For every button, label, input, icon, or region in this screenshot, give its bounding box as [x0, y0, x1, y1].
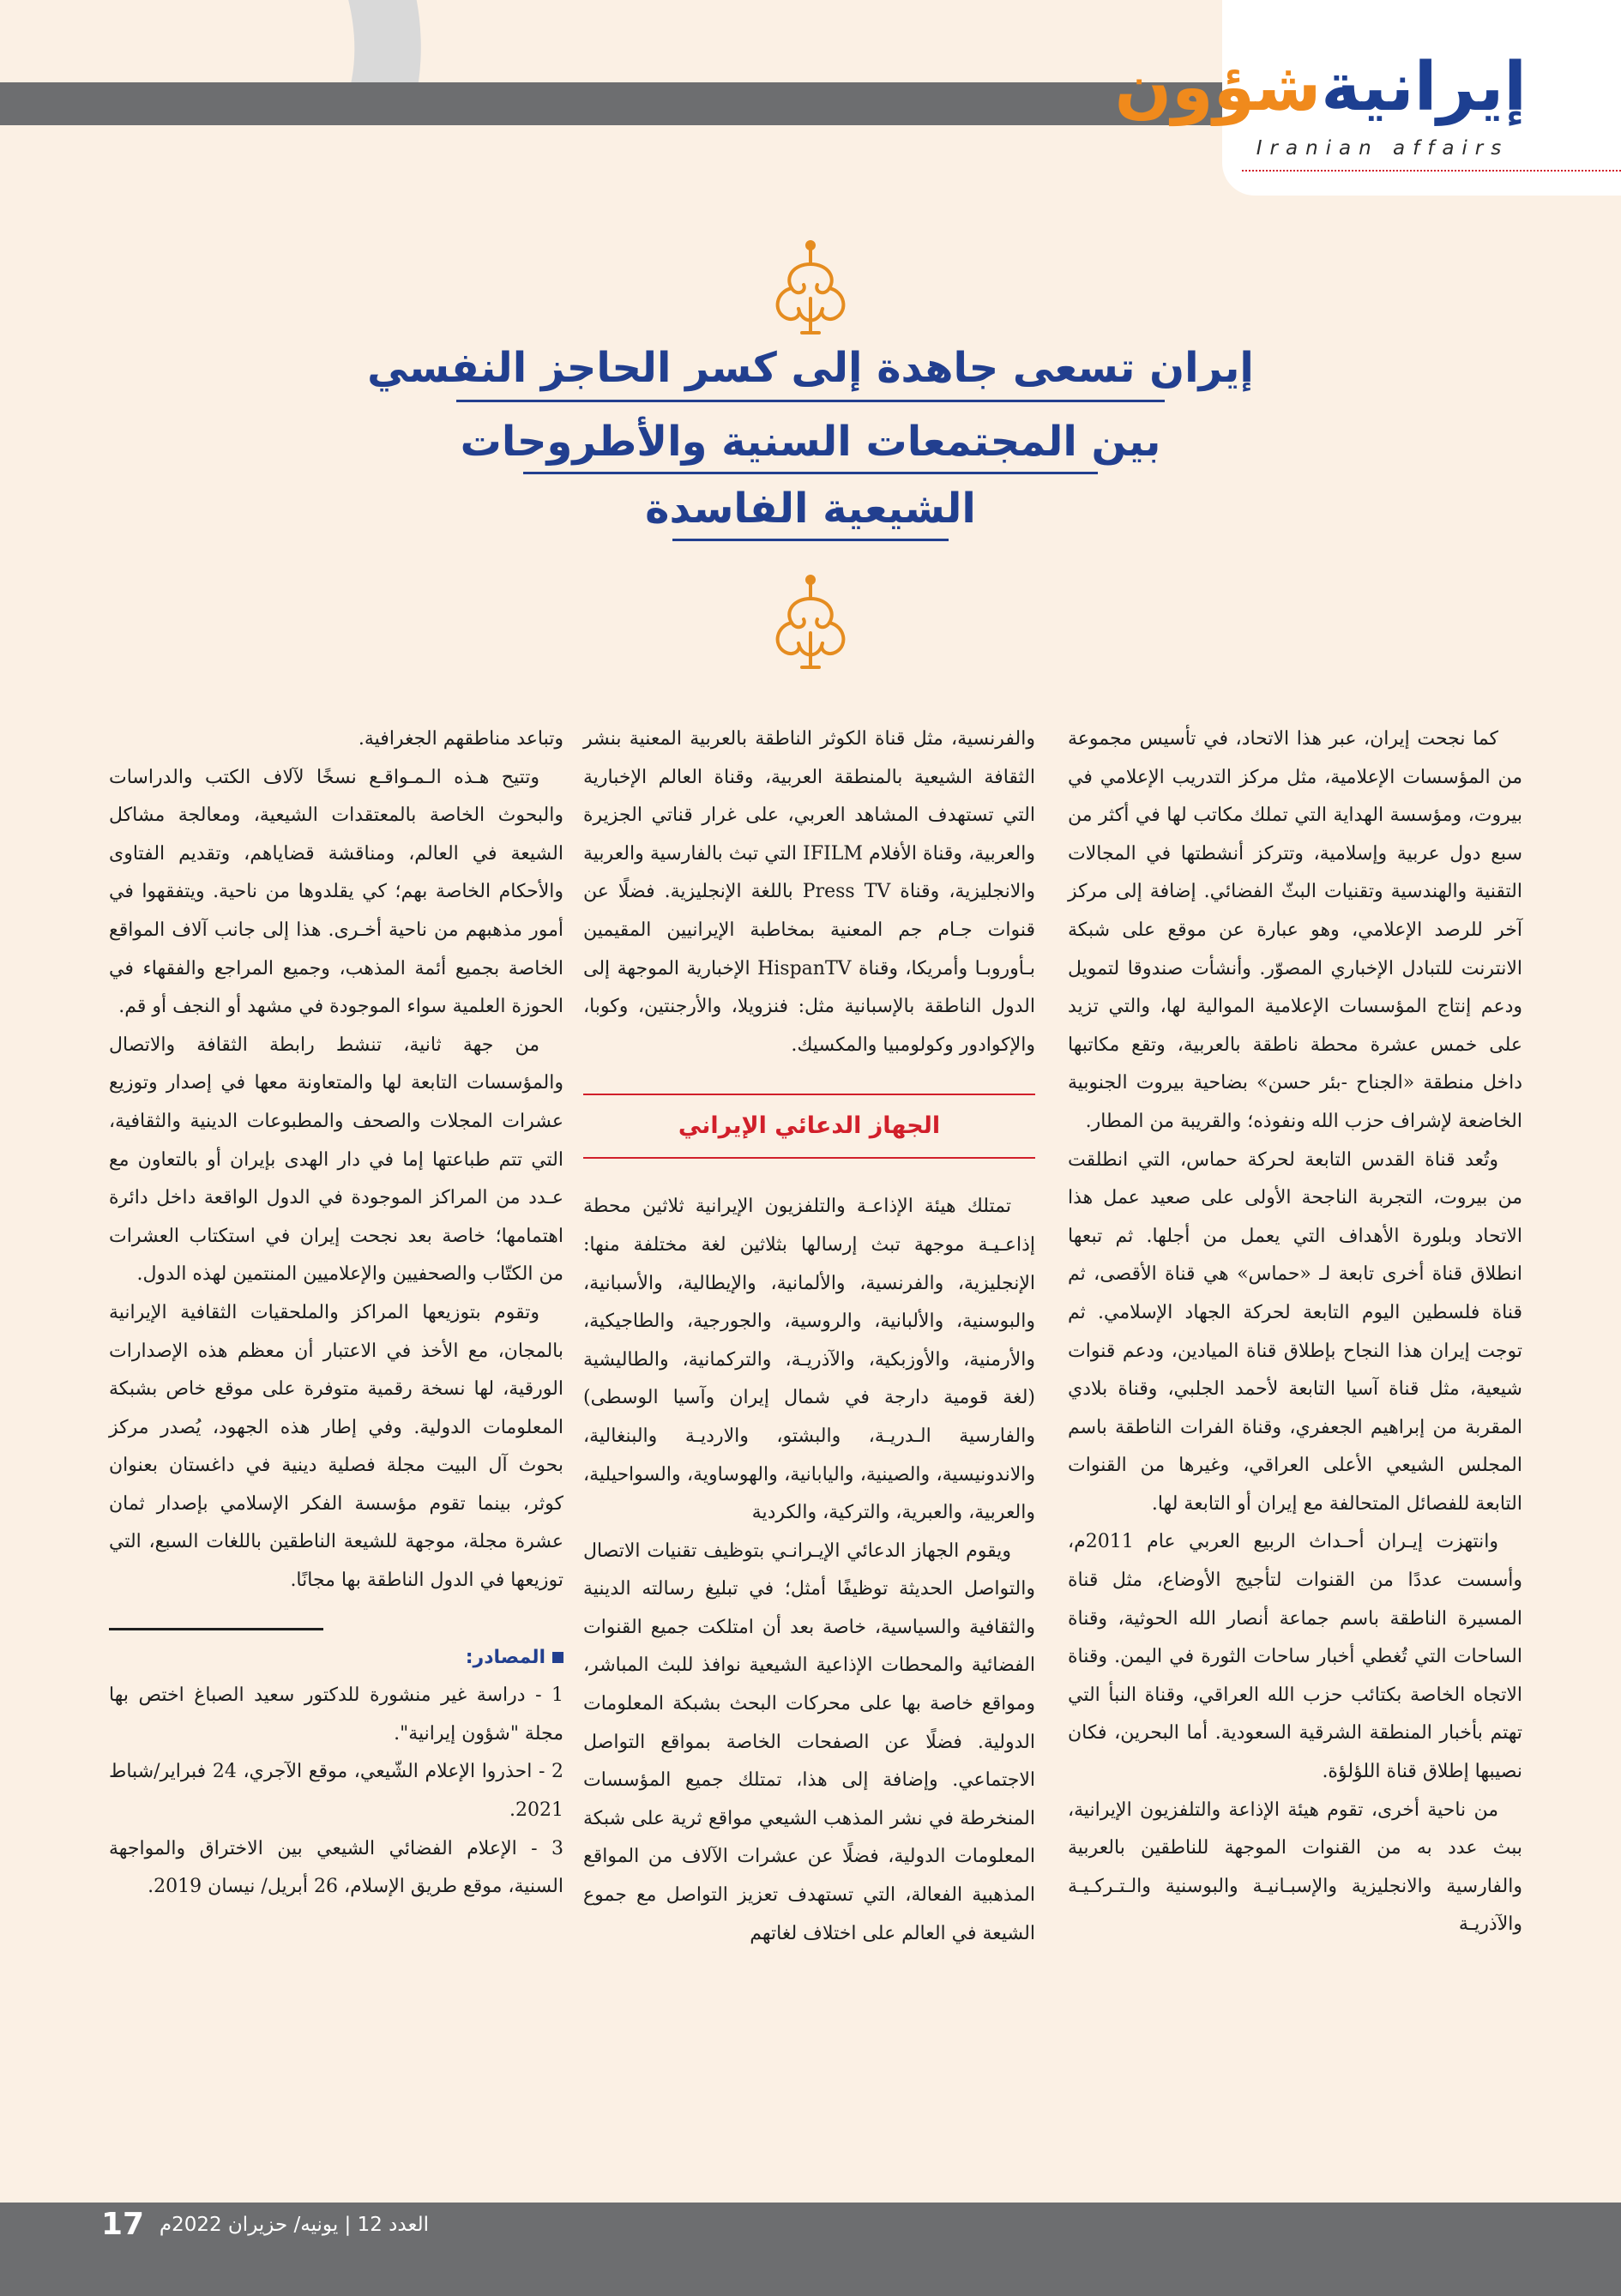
paragraph: وانتهزت إيـران أحـداث الربيع العربي عام 2011م، وأسست عددًا من القنوات لتأجيج الأوضاع، مثل قناة المسيرة الناطقة باسم جماعة أنصار الله الحوثية، وقناة الساحات التي تُغطي أخبار ساحات الثورة في اليمن. وقناة الاتجاه الخاصة بكتائب حزب الله العراقي، وقناة النبأ التي تهتم بأخبار المنطقة الشرقية السعودية. أما البحرين، فكان نصيبها إطلاق قناة اللؤلؤة.: [1068, 1531, 1522, 1783]
paragraph: والفرنسية، مثل قناة الكوثر الناطقة بالعربية المعنية بنشر الثقافة الشيعية بالمنطقة العربية، وقناة العالم الإخبارية التي تستهدف المشاهد العربي، على غرار قناتي الجزيرة والعربية، وقناة الأفلام IFILM التي تبث بالفارسية والعربية والانجليزية، وقناة Press TV باللغة الإنجليزية. فضلًا عن قنوات جـام جم المعنية بمخاطبة الإيرانيين المقيمين بـأوروبـا وأمريكا، وقناة HispanTV الإخبارية الموجهة إلى الدول الناطقة بالإسبانية مثل: فنزويلا، والأرجنتين، وكوبا، والإكوادور وكولومبيا والمكسيك.: [583, 728, 1036, 1056]
reference-item: 1 - دراسة غير منشورة للدكتور سعيد الصباغ اختص بها مجلة "شؤون إيرانية".: [109, 1684, 563, 1745]
article-title-line-2: بين المجتمعات السنية والأطروحات: [460, 418, 1161, 466]
reference-item: 3 - الإعلام الفضائي الشيعي بين الاختراق والمواجهة السنية، موقع طريق الإسلام، 26 أبريل/ نيسان 2019.: [109, 1837, 563, 1898]
text-column-right: [1068, 720, 1522, 1944]
paragraph: وتتيح هـذه الـمـواقـع نسخًا لآلاف الكتب والدراسات والبحوث الخاصة بالمعتقدات الشيعية، ومعالجة مشاكل الشيعة في العالم، ومناقشة قضاياهم، وتقديم الفتاوى والأحكام الخاصة بهم؛ كي يقلدوها من ناحية. ويتفقهوا في أمور مذهبهم من ناحية أخـرى. هذا إلى جانب آلاف المواقع الخاصة بجميع أئمة المذهب، وجميع المراجع والفقهاء في الحوزة العلمية سواء الموجودة في مشهد أو النجف أو قم.: [109, 766, 563, 1018]
header-band: [0, 82, 1222, 125]
references-title-text: المصادر:: [465, 1646, 545, 1668]
decorative-ring: [0, 0, 492, 297]
logo-dotted-line: [1242, 170, 1621, 172]
article-title-line-1: إيران تسعى جاهدة إلى كسر الحاجز النفسي: [367, 344, 1254, 392]
paragraph: تمتلك هيئة الإذاعـة والتلفزيون الإيرانية ثلاثين محطة إذاعـيـة موجهة تبث إرسالها بثلاثين لغة مختلفة منها: الإنجليزية، والفرنسية، والألمانية، والإيطالية، والأسبانية، والبوسنية، والألبانية، والروسية، والجورجية، والطاجيكية، والأرمنية، والأوزبكية، والآذريـة، والتركمانية، والطاليشية (لغة قومية دارجة في شمال إيران وآسيا الوسطى) والفارسية الـدريـة، والبشتو، والارديـة والبنغالية، والاندونيسية، والصينية، واليابانية، والهوساوية، والسواحيلية، والعربية، والعبرية، والتركية، والكردية: [583, 1196, 1035, 1524]
square-bullet-icon: [552, 1652, 563, 1663]
reference-item: 2 - احذروا الإعلام الشّيعي، موقع الآجري، 24 فبراير/شباط 2021.: [109, 1761, 563, 1822]
logo-word-second: إيرانية: [1321, 49, 1527, 126]
logo-english: Iranian affairs: [1256, 137, 1510, 160]
magazine-logo: [1114, 45, 1527, 130]
title-underline-1: [456, 400, 1165, 402]
logo-word-main: شؤون: [1114, 49, 1322, 126]
references-divider: [109, 1628, 323, 1630]
references-title: [109, 1639, 563, 1678]
paragraph: ويقوم الجهاز الدعائي الإيـرانـي بتوظيف تقنيات الاتصال والتواصل الحديثة توظيفًا أمثل؛ في تبليغ رسالته الدينية والثقافية والسياسية، خاصة بعد أن امتلكت جميع القنوات الفضائية والمحطات الإذاعية الشيعية نوافذ للبث المباشر، ومواقع خاصة بها على محركات البحث بشبكة المعلومات الدولية. فضلًا عن الصفحات الخاصة بمواقع التواصل الاجتماعي. وإضافة إلى هذا، تمتلك جميع المؤسسات المنخرطة في نشر المذهب الشيعي مواقع ثرية على شبكة المعلومات الدولية، فضلًا عن عشرات الآلاف من المواقع المذهبية الفعالة، التي تستهدف تعزيز التواصل مع جموع الشيعة في العالم على اختلاف لغاتهم: [583, 1540, 1035, 1944]
issue-info: العدد 12 | يونيه/ حزيران 2022م: [159, 2214, 429, 2236]
text-column-middle: [583, 720, 1035, 1953]
paragraph: من جهة ثانية، تنشط رابطة الثقافة والاتصال والمؤسسات التابعة لها والمتعاونة معها في إصدار وتوزيع عشرات المجلات والصحف والمطبوعات الدينية والثقافية، التي تتم طباعتها إما في دار الهدى بإيران أو بالتعاون مع عـدد من المراكز الموجودة في الدول الواقعة داخل دائرة اهتمامها؛ خاصة بعد نجحت إيران في استكتاب العشرات من الكتّاب والصحفيين والإعلاميين المنتمين لهذه الدول.: [109, 1034, 563, 1286]
paragraph: وتُعد قناة القدس التابعة لحركة حماس، التي انطلقت من بيروت، التجربة الناجحة الأولى على صعيد عمل هذا الاتحاد وبلورة الأهداف التي يعمل من أجلها. ثم تبعها انطلاق قناة أخرى تابعة لـ «حماس» هي قناة الأقصى، ثم قناة فلسطين اليوم التابعة لحركة الجهاد الإسلامي. ثم توجت إيران هذا النجاح بإطلاق قناة الميادين، ودعم قنوات شيعية، مثل قناة آسيا التابعة لأحمد الجلبي، وقناة بلادي المقربة من إبراهيم الجعفري، وقناة الفرات الناطقة باسم المجلس الشيعي الأعلى العراقي، وغيرها من القنوات التابعة للفصائل المتحالفة مع إيران أو التابعة لها.: [1068, 1148, 1522, 1515]
paragraph: وتباعد مناطقهم الجغرافية.: [358, 728, 563, 750]
paragraph: وتقوم بتوزيعها المراكز والملحقيات الثقافية الإيرانية بالمجان، مع الأخذ في الاعتبار أن معظم هذه الإصدارات الورقية، لها نسخة رقمية متوفرة على موقع خاص بشبكة المعلومات الدولية. وفي إطار هذه الجهود، يُصدر مركز بحوث آل البيت مجلة فصلية دينية في داغستان بعنوان كوثر، بينما تقوم مؤسسة الفكر الإسلامي بإصدار ثمان عشرة مجلة، موجهة للشيعة الناطقين باللغات السبع، التي توزيعها في الدول الناطقة بها مجانًا.: [109, 1301, 563, 1592]
title-underline-3: [672, 539, 949, 541]
ornament-icon-bottom: [759, 573, 862, 676]
text-column-left: [109, 720, 563, 1907]
paragraph: كما نجحت إيران، عبر هذا الاتحاد، في تأسيس مجموعة من المؤسسات الإعلامية، مثل مركز التدريب الإعلامي في بيروت، ومؤسسة الهداية التي تملك مكاتب لها في أكثر من سبع دول عربية وإسلامية، وتتركز أنشطتها في المجالات التقنية والهندسية وتقنيات البثّ الفضائي. إضافة إلى مركز آخر للرصد الإعلامي، وهو عبارة عن موقع على شبكة الانترنت للتبادل الإخباري المصوّر. وأنشأت صندوقا لتمويل ودعم إنتاج المؤسسات الإعلامية الموالية لها، والتي تزيد على خمس عشرة محطة ناطقة بالعربية، وتقع مكاتبها داخل منطقة «الجناح -بئر حسن» بضاحية بيروت الجنوبية الخاضعة لإشراف حزب الله ونفوذه؛ والقريبة من المطار.: [1068, 728, 1522, 1132]
page-number: 17: [101, 2207, 145, 2242]
article-title-line-3: الشيعية الفاسدة: [645, 485, 976, 533]
ornament-icon-top: [759, 238, 862, 341]
title-underline-2: [523, 472, 1098, 474]
paragraph: من ناحية أخرى، تقوم هيئة الإذاعة والتلفزيون الإيرانية، ببث عدد به من القنوات الموجهة للناطقين بالعربية والفارسية والانجليزية والإسبـانيـة والبوسنية والـتـركـيـة والآذريـة: [1068, 1799, 1522, 1936]
section-heading: الجهاز الدعائي الإيراني: [583, 1094, 1035, 1159]
